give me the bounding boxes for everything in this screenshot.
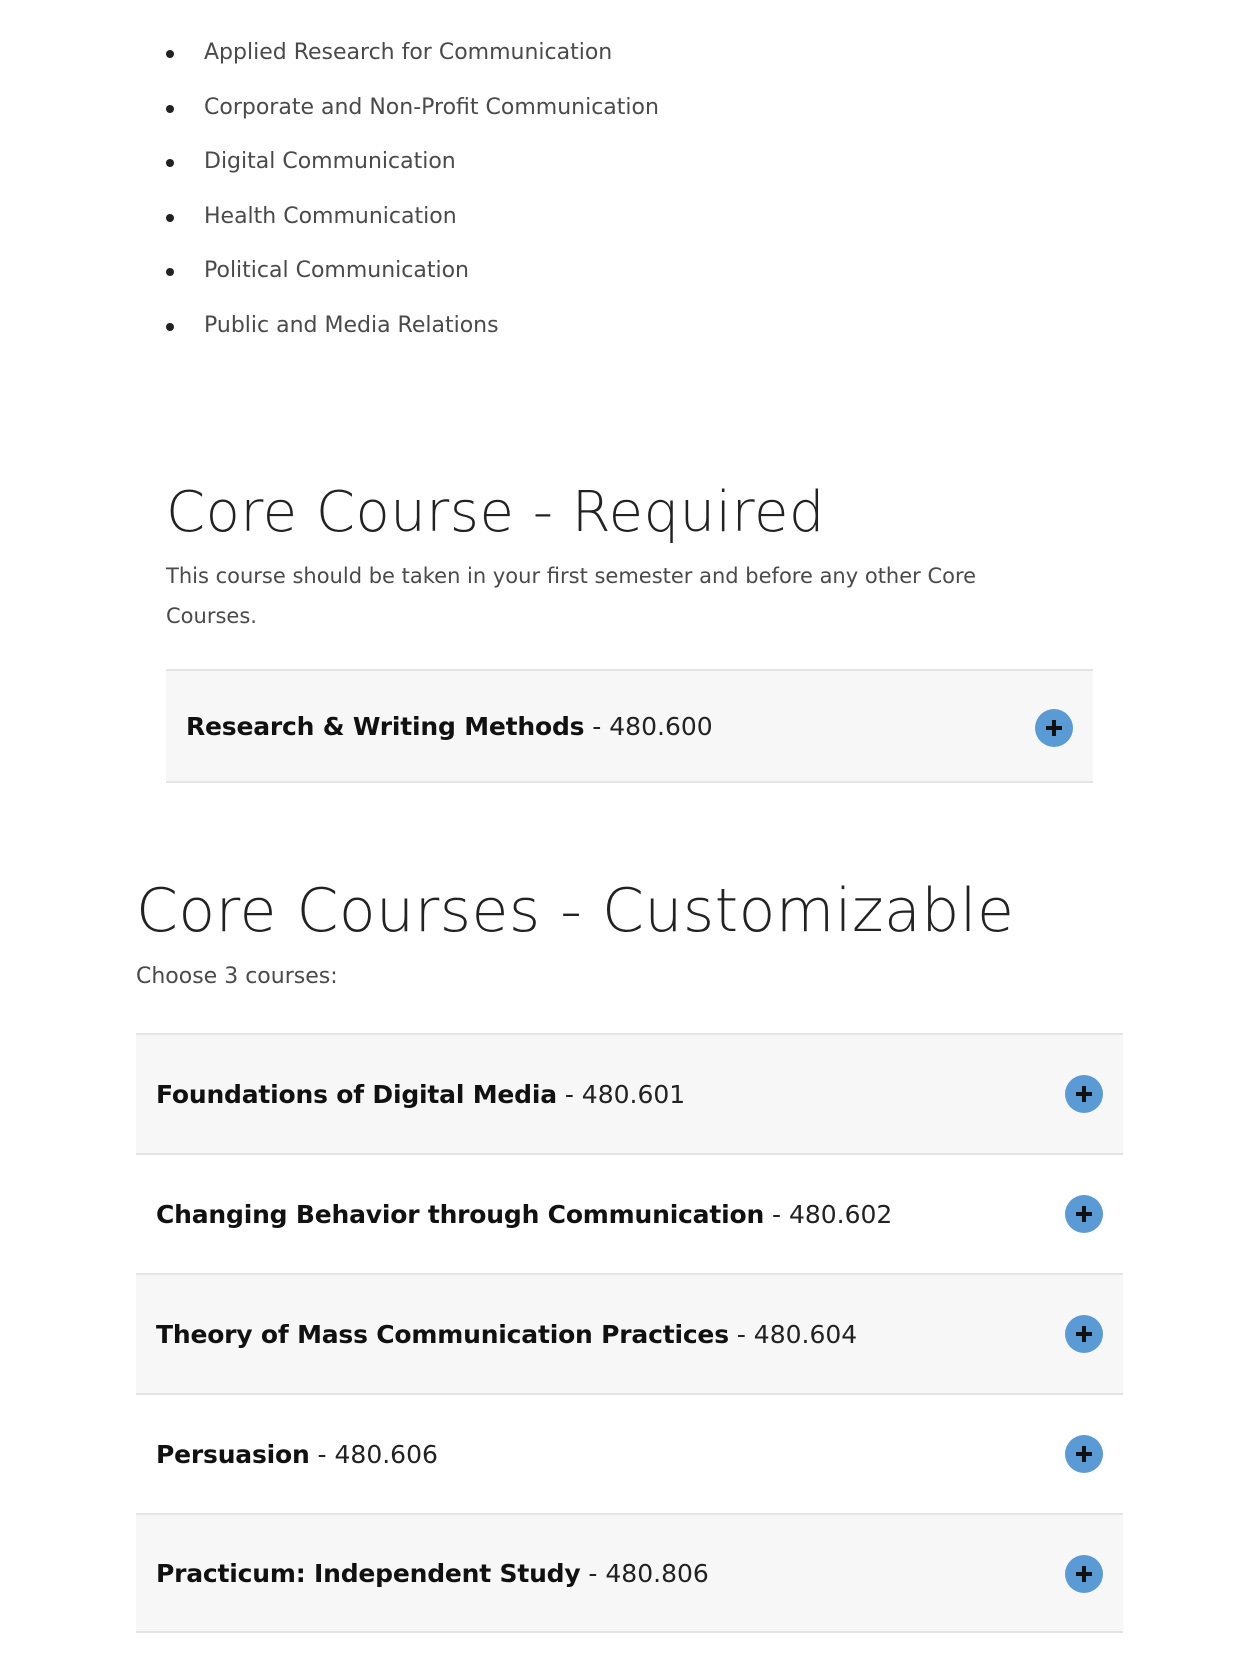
expand-button[interactable] [1065,1195,1103,1233]
course-label [156,1080,685,1109]
list-item-label: Political Communication [204,258,469,283]
course-accordion-row[interactable] [136,1393,1123,1513]
core-customizable-heading: Core Courses - Customizable [136,876,1015,946]
core-customizable-accordion [136,1033,1123,1633]
expand-button[interactable] [1065,1315,1103,1353]
bullet-icon [166,50,174,58]
list-item-label: Public and Media Relations [204,312,499,338]
expand-button[interactable] [1065,1075,1103,1113]
course-accordion-row[interactable] [136,1513,1123,1633]
core-customizable-description: Choose 3 courses: [136,964,338,989]
core-required-description: This course should be taken in your first semester and before any other Core Courses. [166,564,977,628]
expand-button[interactable] [1065,1555,1103,1593]
course-code: - 480.606 [309,1439,438,1469]
plus-icon [1075,1085,1093,1103]
list-item [160,244,659,299]
course-label [156,1320,857,1349]
expand-button[interactable] [1035,709,1073,747]
plus-icon [1075,1565,1093,1583]
list-item [160,81,659,136]
course-accordion-row[interactable] [136,1033,1123,1153]
course-code: - 480.806 [580,1558,709,1588]
plus-icon [1075,1325,1093,1343]
course-code: - 480.604 [728,1319,858,1349]
bullet-icon [166,214,174,222]
list-item-label: Corporate and Non-Profit Communication [204,94,659,120]
course-label [186,712,713,741]
list-item [160,26,659,81]
list-item-label: Applied Research for Communication [204,40,613,65]
plus-icon [1075,1205,1093,1223]
course-label [156,1200,892,1229]
course-name: Changing Behavior through Communication [156,1199,765,1229]
course-name: Theory of Mass Communication Practices [156,1319,729,1349]
course-name: Foundations of Digital Media [156,1079,557,1109]
plus-icon [1075,1445,1093,1463]
course-accordion-row[interactable] [136,1153,1123,1273]
list-item [160,135,659,190]
course-accordion-row[interactable] [166,669,1093,783]
list-item-label: Digital Communication [204,149,456,174]
course-name: Persuasion [156,1439,310,1469]
list-item [160,190,659,245]
bullet-icon [166,105,174,113]
list-item [160,299,659,354]
bullet-icon [166,323,174,331]
course-name: Practicum: Independent Study [156,1558,581,1588]
list-item-label: Health Communication [204,203,457,229]
course-label [156,1440,438,1469]
course-code: - 480.601 [556,1079,686,1109]
course-name: Research & Writing Methods [186,711,585,741]
bullet-icon [166,268,174,276]
course-label [156,1559,709,1588]
course-accordion-row[interactable] [136,1273,1123,1393]
concentration-list [160,26,659,353]
course-code: - 480.602 [764,1199,893,1229]
core-required-accordion [166,669,1093,783]
bullet-icon [166,159,174,167]
core-required-heading: Core Course - Required [166,480,825,545]
plus-icon [1045,719,1063,737]
course-code: - 480.600 [584,711,713,741]
expand-button[interactable] [1065,1435,1103,1473]
